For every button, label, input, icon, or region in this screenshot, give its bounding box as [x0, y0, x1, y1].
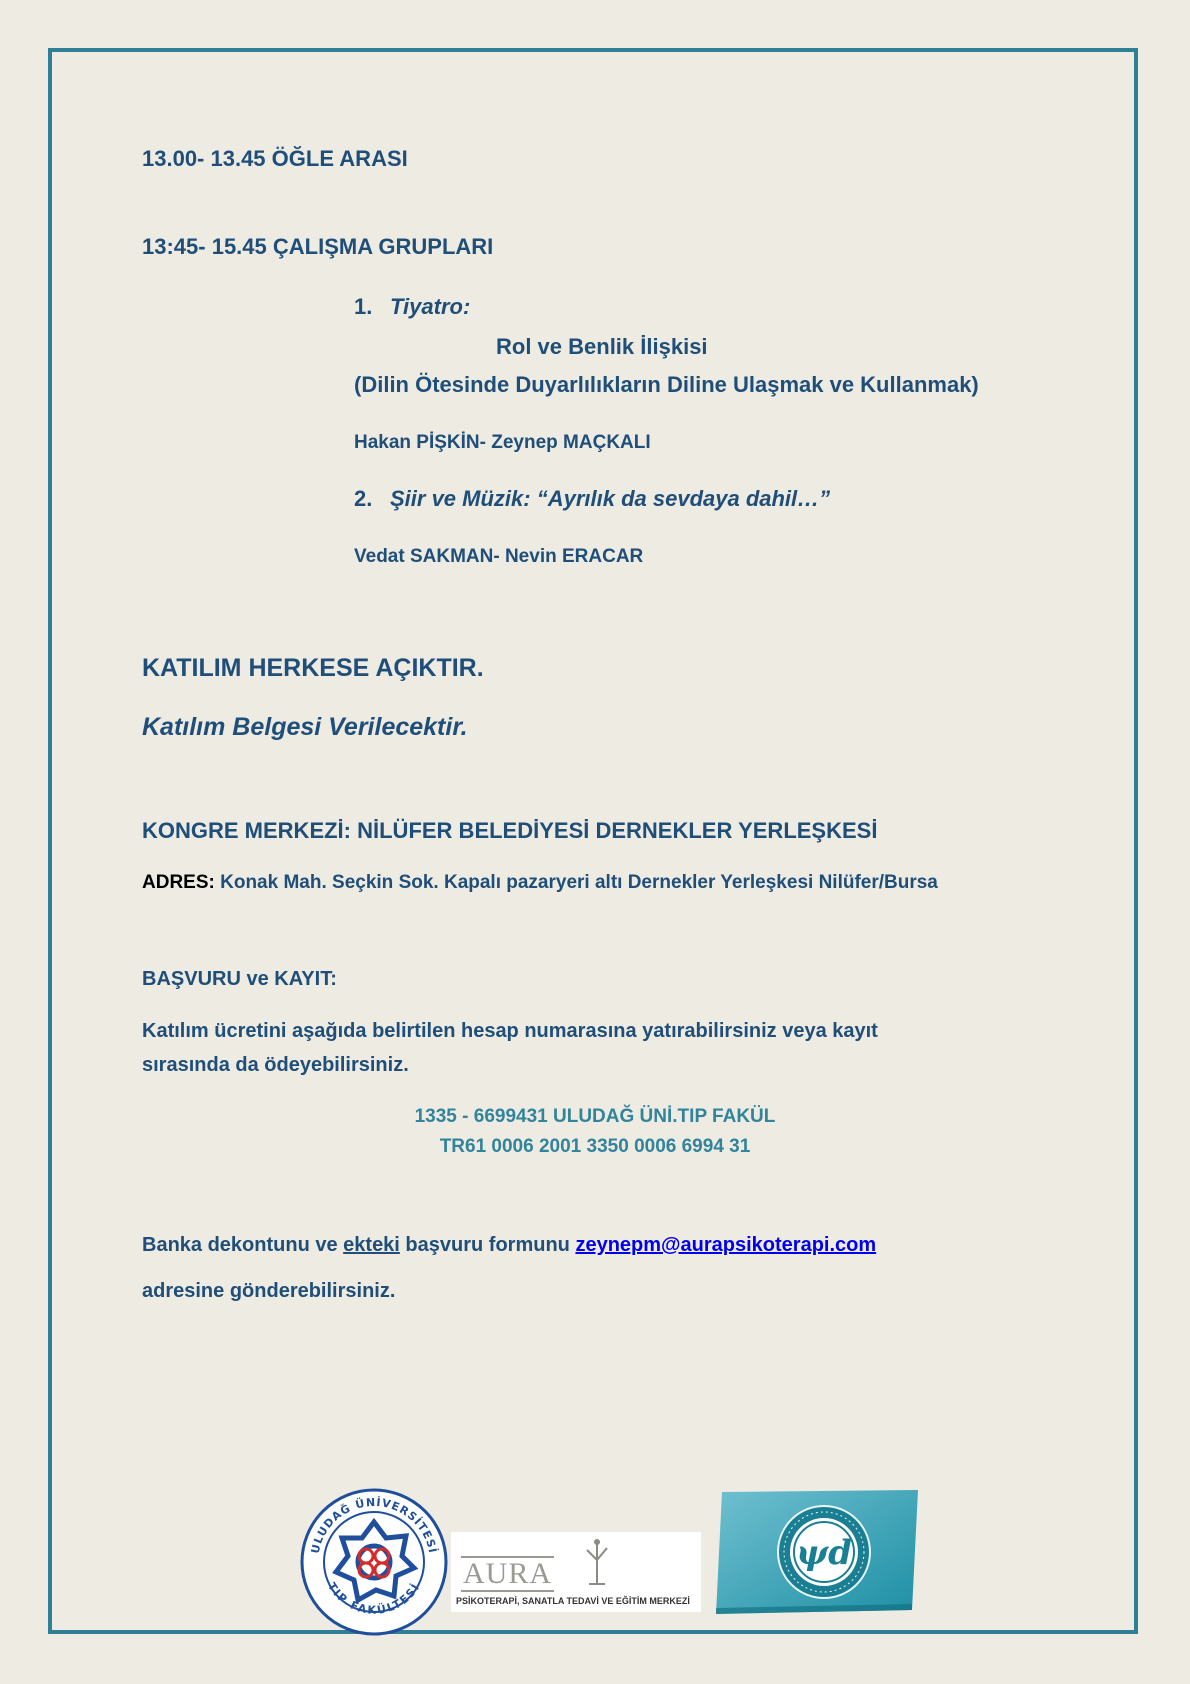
registration-line2: sırasında da ödeyebilirsiniz.	[142, 1054, 409, 1076]
venue-title: KONGRE MERKEZİ: NİLÜFER BELEDİYESİ DERNEKLER YERLEŞKESİ	[142, 818, 878, 843]
group1-name: Tiyatro:	[390, 294, 471, 319]
lunch-break: 13.00- 13.45 ÖĞLE ARASI	[142, 146, 408, 171]
group1-description: (Dilin Ötesinde Duyarlılıkların Diline Ulaşmak ve Kullanmak)	[354, 372, 979, 397]
email-link[interactable]: zeynepm@aurapsikoterapi.com	[575, 1234, 877, 1256]
send-text-1: Banka dekontunu ve	[142, 1234, 344, 1256]
aura-logo	[451, 1532, 701, 1612]
group1-subtitle: Rol ve Benlik İlişkisi	[496, 334, 708, 359]
send-instructions	[142, 1234, 876, 1257]
venue-address	[142, 872, 938, 894]
send-text-2: başvuru formunu	[399, 1234, 576, 1256]
bank-account: 1335 - 6699431 ULUDAĞ ÜNİ.TIP FAKÜL	[414, 1106, 776, 1127]
group1-leaders: Hakan PİŞKİN- Zeynep MAÇKALI	[354, 432, 651, 453]
address-label: ADRES:	[142, 872, 215, 893]
university-ring-top-text: ULUDAĞ ÜNİVERSİTESİ	[308, 1495, 440, 1555]
group2-leaders: Vedat SAKMAN- Nevin ERACAR	[354, 546, 644, 567]
send-instructions-line2: adresine gönderebilirsiniz.	[142, 1280, 396, 1302]
uludag-university-logo	[298, 1486, 450, 1638]
psychotherapy-association-logo	[716, 1490, 924, 1614]
aura-figure-icon	[579, 1536, 615, 1588]
group2-number: 2.	[354, 486, 373, 511]
attachment-word: ekteki	[343, 1234, 400, 1256]
registration-title: BAŞVURU ve KAYIT:	[142, 968, 337, 990]
pd-monogram-icon: ψd	[796, 1533, 852, 1573]
iban: TR61 0006 2001 3350 0006 6994 31	[439, 1136, 751, 1157]
group2-name: Şiir ve Müzik: “Ayrılık da sevdaya dahil…”	[390, 486, 831, 511]
aura-wordmark: AURA	[463, 1557, 553, 1590]
certificate-note: Katılım Belgesi Verilecektir.	[142, 713, 468, 741]
group1-number: 1.	[354, 294, 373, 319]
aura-tagline: PSİKOTERAPİ, SANATLA TEDAVİ VE EĞİTİM MERKEZİ	[456, 1596, 690, 1606]
participation-open: KATILIM HERKESE AÇIKTIR.	[142, 654, 484, 682]
working-groups-title: 13:45- 15.45 ÇALIŞMA GRUPLARI	[142, 234, 494, 259]
university-ring-bottom-text: TIP FAKÜLTESİ	[325, 1580, 423, 1617]
address-text: Konak Mah. Seçkin Sok. Kapalı pazaryeri altı Dernekler Yerleşkesi Nilüfer/Bursa	[214, 872, 938, 893]
registration-line1: Katılım ücretini aşağıda belirtilen hesap numarasına yatırabilirsiniz veya kayıt	[142, 1020, 878, 1042]
